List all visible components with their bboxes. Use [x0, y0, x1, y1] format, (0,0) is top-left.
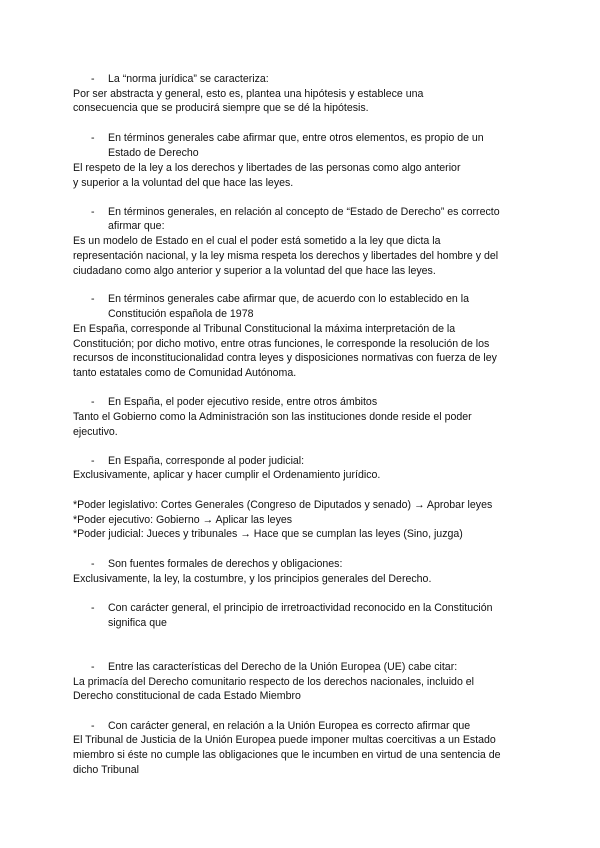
question-text: En términos generales cabe afirmar que, de acuerdo con lo establecido en la — [108, 293, 469, 305]
bullet-dash: - — [91, 73, 95, 85]
answer-text: dicho Tribunal — [73, 764, 139, 776]
question-text: Estado de Derecho — [108, 147, 199, 159]
answer-text: ejecutivo. — [73, 426, 118, 438]
question-text: Con carácter general, en relación a la Unión Europea es correcto afirmar que — [108, 720, 471, 732]
bullet-dash: - — [91, 206, 95, 218]
answer-text: tanto estatales como de Comunidad Autónoma. — [73, 367, 297, 379]
note-line: *Poder judicial: Jueces y tribunales → Hace que se cumplan las leyes (Sino, juzga) — [73, 528, 463, 540]
bullet-dash: - — [91, 602, 95, 614]
answer-text: Exclusivamente, aplicar y hacer cumplir el Ordenamiento jurídico. — [73, 469, 381, 481]
answer-text: Es un modelo de Estado en el cual el poder está sometido a la ley que dicta la — [73, 235, 441, 247]
bullet-dash: - — [91, 455, 95, 467]
answer-text: representación nacional, y la ley misma respeta los derechos y libertades del hombre y del — [73, 250, 499, 262]
note-line: *Poder legislativo: Cortes Generales (Congreso de Diputados y senado) → Aprobar leyes — [73, 499, 493, 511]
question-text: afirmar que: — [108, 220, 165, 232]
bullet-dash: - — [91, 661, 95, 673]
answer-text: Exclusivamente, la ley, la costumbre, y los principios generales del Derecho. — [73, 573, 432, 585]
question-text: Constitución española de 1978 — [108, 308, 254, 320]
question-text: En España, el poder ejecutivo reside, entre otros ámbitos — [108, 396, 378, 408]
question-text: Son fuentes formales de derechos y obligaciones: — [108, 558, 343, 570]
bullet-dash: - — [91, 720, 95, 732]
answer-text: El Tribunal de Justicia de la Unión Europea puede imponer multas coercitivas a un Estado — [73, 734, 496, 746]
answer-text: miembro si éste no cumple las obligaciones que le incumben en virtud de una sentencia de — [73, 749, 501, 761]
bullet-dash: - — [91, 293, 95, 305]
question-text: Con carácter general, el principio de irretroactividad reconocido en la Constitución — [108, 602, 493, 614]
answer-text: El respeto de la ley a los derechos y libertades de las personas como algo anterior — [73, 162, 461, 174]
question-text: En España, corresponde al poder judicial: — [108, 455, 305, 467]
answer-text: La primacía del Derecho comunitario respecto de los derechos nacionales, incluido el — [73, 676, 475, 688]
question-text: Entre las características del Derecho de la Unión Europea (UE) cabe citar: — [108, 661, 458, 673]
question-text: La “norma jurídica” se caracteriza: — [108, 73, 269, 85]
answer-text: Tanto el Gobierno como la Administración son las instituciones donde reside el poder — [73, 411, 472, 423]
answer-text: y superior a la voluntad del que hace las leyes. — [73, 177, 294, 189]
bullet-dash: - — [91, 132, 95, 144]
bullet-dash: - — [91, 558, 95, 570]
question-text: En términos generales cabe afirmar que, entre otros elementos, es propio de un — [108, 132, 484, 144]
answer-text: recursos de inconstitucionalidad contra leyes y disposiciones normativas con fuerza de ley — [73, 352, 497, 364]
answer-text: Derecho constitucional de cada Estado Miembro — [73, 690, 301, 702]
answer-text: ciudadano como algo anterior y superior a la voluntad del que hace las leyes. — [73, 265, 436, 277]
bullet-dash: - — [91, 396, 95, 408]
answer-text: consecuencia que se producirá siempre que se dé la hipótesis. — [73, 102, 369, 114]
question-text: En términos generales, en relación al concepto de “Estado de Derecho” es correcto — [108, 206, 500, 218]
question-text: significa que — [108, 617, 167, 629]
answer-text: En España, corresponde al Tribunal Constitucional la máxima interpretación de la — [73, 323, 456, 335]
answer-text: Por ser abstracta y general, esto es, plantea una hipótesis y establece una — [73, 88, 424, 100]
note-line: *Poder ejecutivo: Gobierno → Aplicar las leyes — [73, 514, 293, 526]
answer-text: Constitución; por dicho motivo, entre otras funciones, le corresponde la resolución de los — [73, 338, 490, 350]
